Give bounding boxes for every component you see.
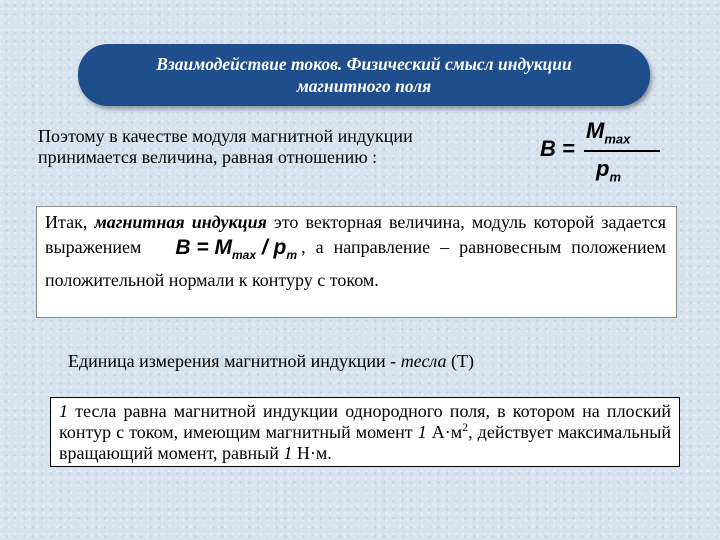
formula-lhs: B = <box>540 136 575 161</box>
inline-formula <box>175 235 297 268</box>
unit-symbol: (Т) <box>446 351 474 371</box>
tesla-text-1: тесла равна магнитной индукции однородного поля, в котором на плоский контур с током, имеющим магнитный момент <box>59 401 671 442</box>
intro-line-1: Поэтому в качестве модуля магнитной индукции <box>38 126 413 146</box>
fraction-line <box>584 150 660 152</box>
unit-text: Единица измерения магнитной индукции - <box>68 351 401 371</box>
unit-line <box>68 350 628 372</box>
inline-formula-sub1: max <box>232 248 257 263</box>
intro-line-2: принимается величина, равная отношению : <box>38 147 378 167</box>
denominator-subscript: m <box>609 169 622 185</box>
numerator-symbol: M <box>586 118 605 143</box>
intro-paragraph <box>38 126 538 168</box>
definition-text-2: , а направление – равновесным положением положительной нормали к контуру с током. <box>45 237 666 291</box>
definition-text-1: это векторная величина, модуль которой задается выражением <box>45 212 667 257</box>
formula-denominator <box>596 156 621 184</box>
definition-term: магнитная индукция <box>94 212 267 232</box>
tesla-definition-box <box>50 397 680 467</box>
tesla-text-2: , действует максимальный вращающий момент, равный <box>59 422 671 463</box>
title-banner <box>78 44 650 106</box>
denominator-symbol: p <box>596 156 610 181</box>
numerator-subscript: max <box>604 131 631 147</box>
title-line-1: Взаимодействие токов. Физический смысл индукции <box>156 54 572 74</box>
inline-formula-part2: / p <box>256 236 287 259</box>
tesla-unit-am: А·м <box>426 422 463 442</box>
tesla-number-2: 1 <box>417 422 427 442</box>
tesla-number-3: 1 <box>283 443 293 463</box>
tesla-superscript: 2 <box>462 420 469 434</box>
definition-box <box>36 206 677 318</box>
formula-numerator <box>586 118 630 146</box>
inline-formula-sub2: m <box>286 248 298 263</box>
definition-intro: Итак, <box>45 212 88 232</box>
induction-formula <box>540 118 660 188</box>
title-line-2: магнитного поля <box>296 76 432 96</box>
tesla-unit-nm: Н·м. <box>292 443 332 463</box>
tesla-number-1: 1 <box>59 401 68 421</box>
unit-name: тесла <box>400 351 447 371</box>
inline-formula-part1: B = M <box>175 236 233 259</box>
